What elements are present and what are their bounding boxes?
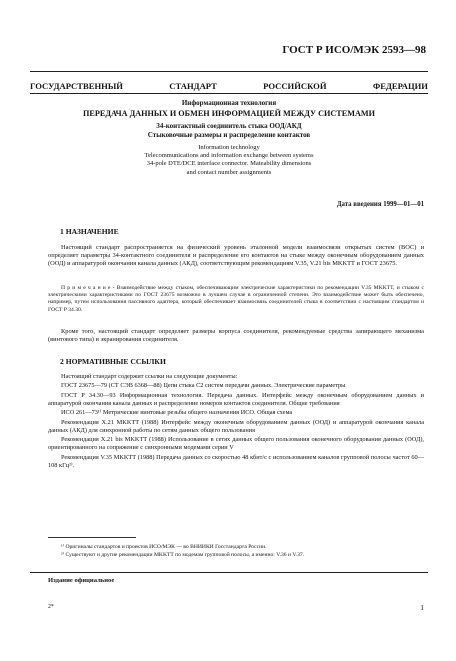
references-list bbox=[48, 373, 424, 471]
paragraph: Настоящий стандарт распространяется на физический уровень эталонной модели взаимосвязи открытых систем (ВОС) и определяет параметры 34-контактного соединителя и распределение его контактов на стыке между оконечным оборудованием данных (ООД) и аппаратурой окончания канала данных (АКД), соответствующим рекомендациям V.35, V.21 bis MKKTT и ГОСТ 23675. bbox=[48, 244, 424, 268]
english-title-line: and contact number assignments bbox=[186, 168, 272, 176]
subtitle-1: 34-контактный соединитель стыка ООД/АКД bbox=[156, 122, 302, 130]
main-title: ПЕРЕДАЧА ДАННЫХ И ОБМЕН ИНФОРМАЦИЕЙ МЕЖДУ СИСТЕМАМИ bbox=[83, 109, 375, 118]
references-intro: Настоящий стандарт содержит ссылки на следующие документы: bbox=[61, 373, 238, 380]
section-1-para-2 bbox=[48, 328, 424, 344]
reference-item: ГОСТ 23675—79 (СТ СЭВ 6368—88) Цепи стыка С2 систем передачи данных. Электрические параметры bbox=[61, 382, 346, 390]
standard-banner bbox=[30, 81, 428, 91]
footnotes bbox=[48, 543, 424, 559]
footnote-rule bbox=[48, 537, 136, 538]
note-text: П р и м е ч а н и е - Взаимодействие между стыком, обеспечивающим электрические характеристики по рекомендации V.35 MKKTT, и стыком с электрическими характеристиками по ГОСТ 23675 возможно в лучшем случае в ограниченной степени. Это взаимодействие может быть обеспечено, например, путем использования пассивного адаптера, который обеспечивает взаимосвязь соединителей стыка в соответствии с настоящим стандартом и ГОСТ Р 34.30. bbox=[48, 285, 424, 313]
section-1-para-1 bbox=[48, 244, 424, 268]
banner-word: СТАНДАРТ bbox=[169, 81, 217, 91]
subtitle-2: Стыковочные размеры и распределение контактов bbox=[147, 131, 311, 139]
english-title-line: 34-pole DTE/DCE interface connector. Mateability dimensions bbox=[146, 160, 312, 168]
section-1-note bbox=[48, 285, 424, 314]
signature-mark: 2* bbox=[48, 604, 54, 610]
reference-item: Рекомендация Х.21 MKKTT (1988) Интерфейс между оконечным оборудованием данных (ООД) и аппаратурой окончания канала данных (АКД) для синхронной работы по сетям данных общего пользования bbox=[48, 418, 424, 434]
reference-item: Рекомендация Х.21 bis MKKTT (1988) Использование в сетях данных общего пользования оконечного оборудования данных (ООД), ориентированного на сопряжение с синхронными модемами серии V bbox=[48, 436, 424, 452]
banner-word: ФЕДЕРАЦИИ bbox=[372, 81, 428, 91]
reference-item: ГОСТ Р 34.30—93 Информационная технология. Передача данных. Интерфейс между оконечным оборудованием данных и аппаратурой окончания канала данных и распределение номеров контактов соединителя. Общие требования bbox=[48, 391, 424, 407]
english-title-line: Telecommunications and information exchange between systems bbox=[144, 152, 314, 160]
english-title-line: Information technology bbox=[198, 144, 260, 151]
banner-word: ГОСУДАРСТВЕННЫЙ bbox=[30, 81, 123, 91]
header-rule-bottom bbox=[30, 93, 428, 94]
footnote: ¹⁾ Оригиналы стандартов и проектов ИСО/МЭК — во ВНИИКИ Госстандарта России. bbox=[61, 544, 267, 550]
section-2-heading: 2 НОРМАТИВНЫЕ ССЫЛКИ bbox=[60, 357, 166, 366]
reference-item: ИСО 261—73¹⁾ Метрические винтовые резьбы общего назначения ИСО. Общая схема bbox=[61, 409, 293, 417]
section-1-heading: 1 НАЗНАЧЕНИЕ bbox=[60, 227, 119, 236]
edition-label: Издание официальное bbox=[48, 577, 115, 584]
document-code: ГОСТ Р ИСО/МЭК 2593—98 bbox=[282, 44, 426, 56]
paragraph: Кроме того, настоящий стандарт определяет размеры корпуса соединителя, рекомендуемые средства запирающего механизма (винтового типа) и экранирования соединителя. bbox=[48, 328, 424, 344]
footer-rule bbox=[30, 572, 428, 573]
title-series: Информационная технология bbox=[181, 99, 277, 107]
page-number: 1 bbox=[420, 603, 424, 612]
effective-date: Дата введения 1999—01—01 bbox=[336, 201, 424, 208]
header-rule-top bbox=[30, 71, 428, 72]
banner-word: РОССИЙСКОЙ bbox=[263, 81, 327, 91]
reference-item: Рекомендация V.35 MKKTT (1988) Передача данных со скоростью 48 кбит/с с использованием каналов групповой полосы частот 60—108 кГц²⁾. bbox=[48, 453, 424, 469]
english-title bbox=[30, 144, 428, 177]
footnote: ²⁾ Существуют и другие рекомендации MKKTT по модемам групповой полосы, а именно: V.36 и V.37. bbox=[61, 552, 305, 558]
